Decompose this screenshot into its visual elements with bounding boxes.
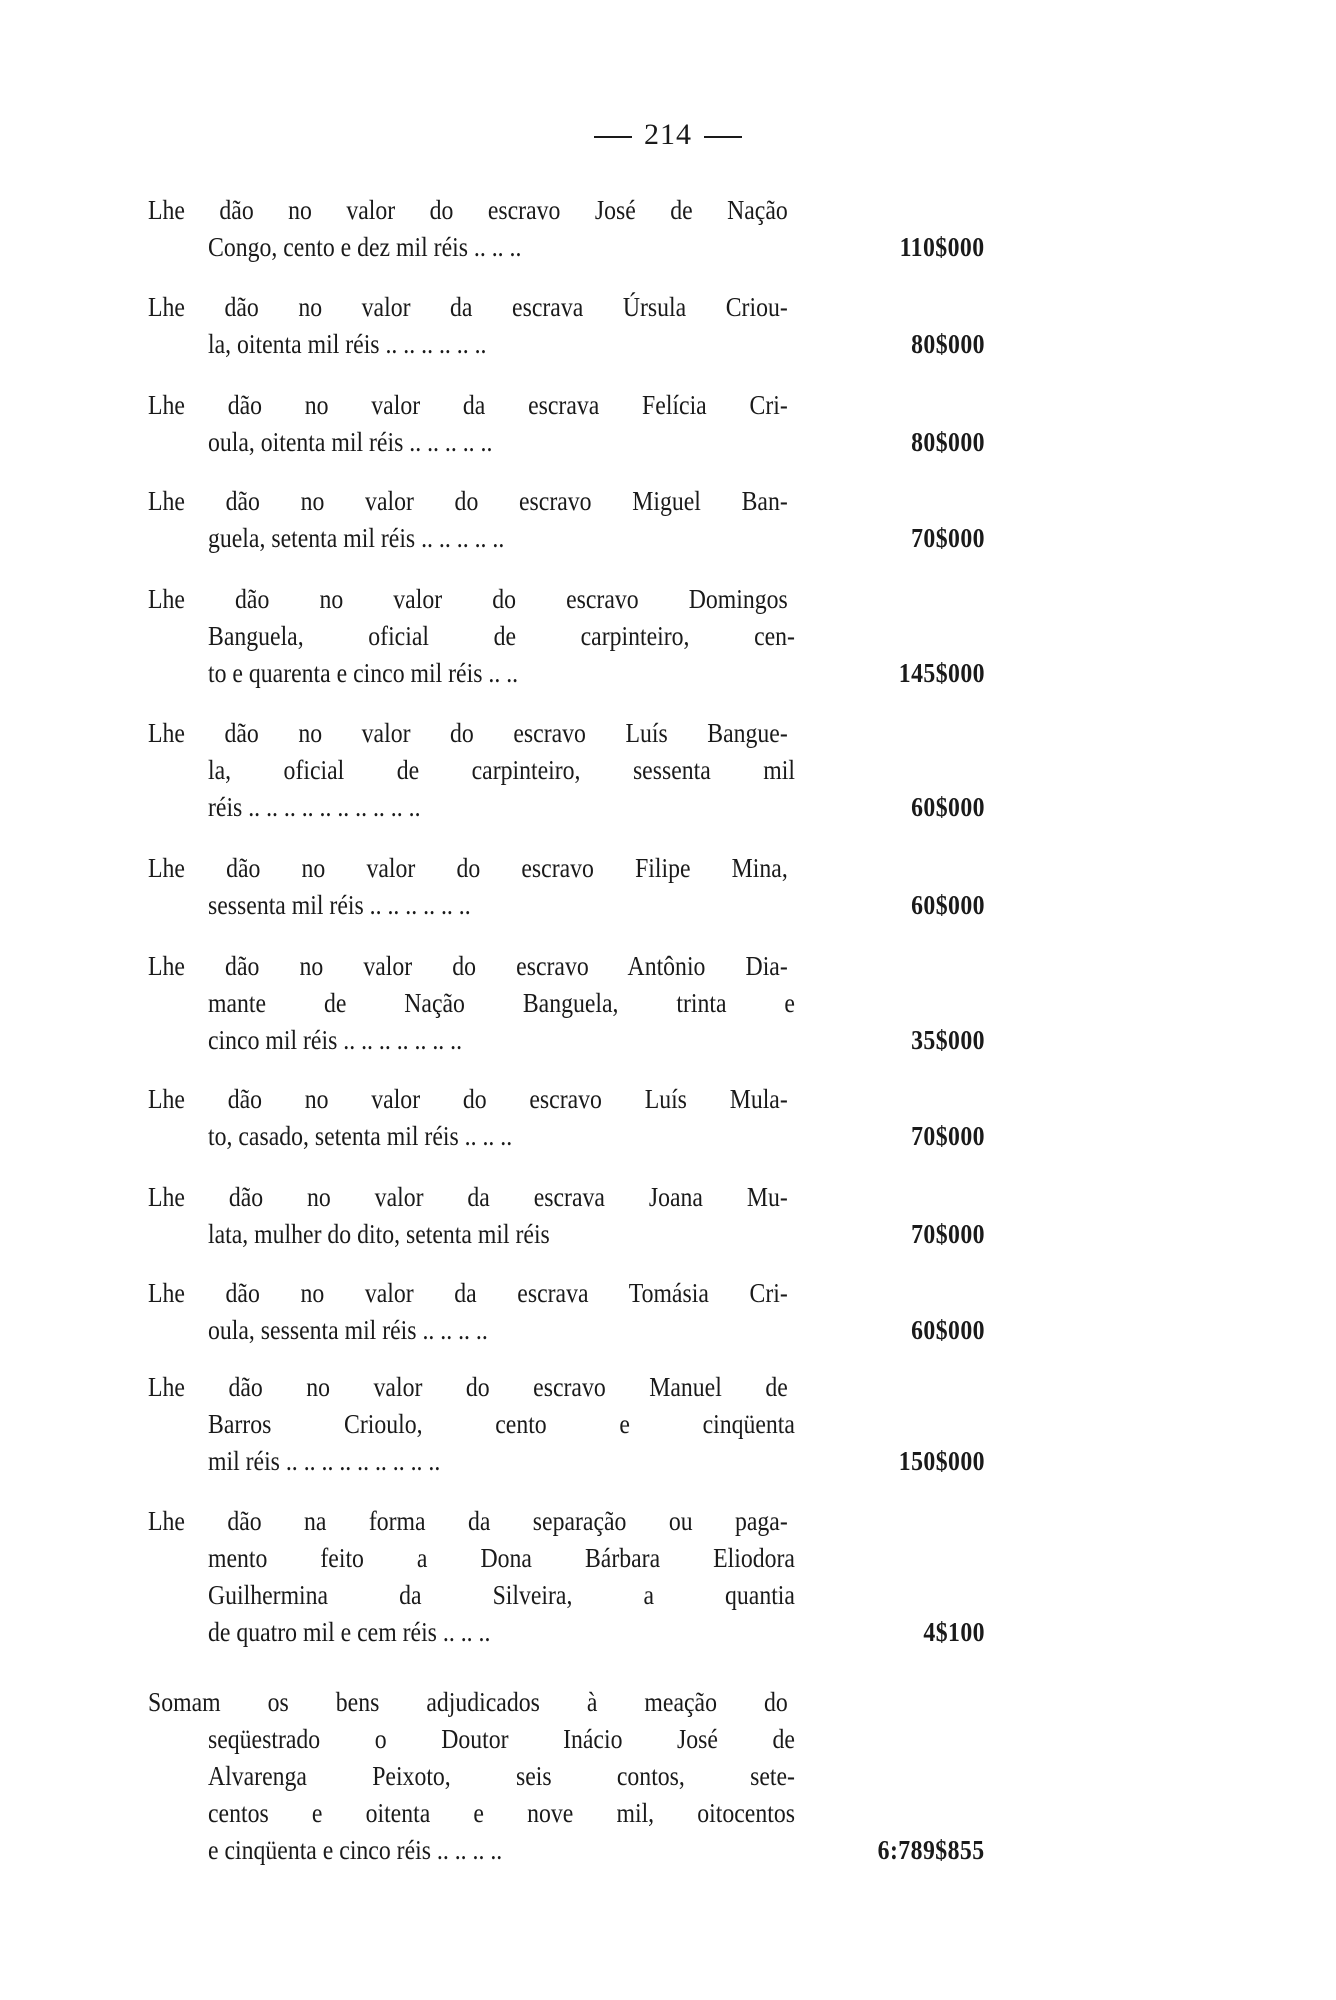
entry-amount: 150$000: [898, 1446, 985, 1476]
ledger-entry: [148, 1369, 998, 1480]
entry-amount: 80$000: [911, 427, 985, 457]
entry-text: guela, setenta mil réis .. .. .. .. ..: [208, 523, 505, 553]
entry-text: lata, mulher do dito, setenta mil réis: [208, 1219, 550, 1249]
entry-amount: 6:789$855: [877, 1835, 985, 1865]
entry-text: Lhe dão no valor do escravo José de Nação: [148, 195, 788, 225]
entry-text: Banguela, oficial de carpinteiro, cen-: [208, 621, 795, 651]
entry-text: Lhe dão no valor da escrava Úrsula Criou-: [148, 292, 788, 322]
entry-text: centos e oitenta e nove mil, oitocentos: [208, 1798, 795, 1828]
entry-line: [148, 1275, 896, 1312]
entry-text: Lhe dão no valor da escrava Felícia Cri-: [148, 390, 788, 420]
entry-text: Lhe dão no valor do escravo Manuel de: [148, 1372, 788, 1402]
entry-line: [208, 1614, 985, 1651]
entry-text: Lhe dão no valor do escravo Domingos: [148, 584, 788, 614]
entry-text: oula, oitenta mil réis .. .. .. .. ..: [208, 427, 493, 457]
entry-line: [208, 1118, 985, 1155]
entry-text: Alvarenga Peixoto, seis contos, sete-: [208, 1761, 795, 1791]
entry-line: [148, 850, 896, 887]
entry-text: mento feito a Dona Bárbara Eliodora: [208, 1543, 795, 1573]
entry-text: e cinqüenta e cinco réis .. .. .. ..: [208, 1835, 503, 1865]
ledger-entry: [148, 387, 998, 461]
entry-amount: 60$000: [911, 792, 985, 822]
ledger-entry: [148, 1275, 998, 1349]
ledger-entry: [148, 192, 998, 266]
entry-text: Lhe dão no valor do escravo Luís Bangue-: [148, 718, 788, 748]
entry-line: [208, 1216, 985, 1253]
entry-line: [148, 387, 896, 424]
entry-line: [208, 1832, 985, 1869]
entry-text: réis .. .. .. .. .. .. .. .. .. ..: [208, 792, 421, 822]
entry-line: [208, 655, 985, 692]
ledger-entry: [148, 1179, 998, 1253]
ledger-entry: [148, 715, 998, 826]
entry-line: [208, 1312, 985, 1349]
entry-line: [148, 1081, 896, 1118]
entry-amount: 35$000: [911, 1025, 985, 1055]
ledger-entry: [148, 483, 998, 557]
entry-text: la, oficial de carpinteiro, sessenta mil: [208, 755, 795, 785]
entry-text: Lhe dão na forma da separação ou paga-: [148, 1506, 788, 1536]
dash-right: [704, 136, 742, 138]
entry-text: Somam os bens adjudicados à meação do: [148, 1687, 788, 1717]
entry-line: [208, 1540, 903, 1577]
entry-line: [148, 1369, 896, 1406]
entry-amount: 70$000: [911, 1219, 985, 1249]
entry-text: Lhe dão no valor da escrava Tomásia Cri-: [148, 1278, 788, 1308]
entry-amount: 4$100: [923, 1617, 985, 1647]
entry-text: Lhe dão no valor da escrava Joana Mu-: [148, 1182, 788, 1212]
dash-left: [594, 136, 632, 138]
entry-text: Guilhermina da Silveira, a quantia: [208, 1580, 795, 1610]
entry-text: seqüestrado o Doutor Inácio José de: [208, 1724, 795, 1754]
entry-line: [208, 887, 985, 924]
entry-line: [208, 618, 903, 655]
entry-line: [148, 1684, 896, 1721]
entry-amount: 70$000: [911, 1121, 985, 1151]
ledger-entry: [148, 581, 998, 692]
page-number: [0, 118, 1336, 152]
entry-text: to, casado, setenta mil réis .. .. ..: [208, 1121, 513, 1151]
entry-text: mil réis .. .. .. .. .. .. .. .. ..: [208, 1446, 441, 1476]
entry-text: Lhe dão no valor do escravo Luís Mula-: [148, 1084, 788, 1114]
entry-amount: 60$000: [911, 1315, 985, 1345]
entry-amount: 145$000: [898, 658, 985, 688]
ledger-entry: [148, 1684, 998, 1869]
entry-line: [148, 581, 896, 618]
ledger-entry: [148, 850, 998, 924]
entry-line: [208, 789, 985, 826]
entry-line: [148, 192, 896, 229]
entry-line: [208, 229, 985, 266]
entry-line: [208, 1795, 903, 1832]
entry-line: [208, 520, 985, 557]
entry-text: Barros Crioulo, cento e cinqüenta: [208, 1409, 795, 1439]
ledger-entry: [148, 1081, 998, 1155]
entry-text: Lhe dão no valor do escravo Antônio Dia-: [148, 951, 788, 981]
ledger-entry: [148, 289, 998, 363]
entry-line: [208, 1022, 985, 1059]
entry-text: Lhe dão no valor do escravo Filipe Mina,: [148, 853, 788, 883]
entry-amount: 80$000: [911, 329, 985, 359]
entry-amount: 60$000: [911, 890, 985, 920]
entry-text: oula, sessenta mil réis .. .. .. ..: [208, 1315, 488, 1345]
entry-text: cinco mil réis .. .. .. .. .. .. ..: [208, 1025, 463, 1055]
entry-text: de quatro mil e cem réis .. .. ..: [208, 1617, 491, 1647]
entry-line: [208, 752, 903, 789]
entry-amount: 70$000: [911, 523, 985, 553]
page-number-text: 214: [644, 118, 692, 151]
ledger-entry: [148, 1503, 998, 1651]
entry-line: [208, 985, 903, 1022]
entry-line: [148, 715, 896, 752]
entry-line: [208, 1577, 903, 1614]
entry-text: sessenta mil réis .. .. .. .. .. ..: [208, 890, 471, 920]
entry-line: [148, 483, 896, 520]
entry-line: [208, 424, 985, 461]
entry-line: [148, 289, 896, 326]
entry-text: Lhe dão no valor do escravo Miguel Ban-: [148, 486, 788, 516]
entry-line: [208, 1758, 903, 1795]
entry-text: mante de Nação Banguela, trinta e: [208, 988, 795, 1018]
entry-line: [148, 1503, 896, 1540]
entry-line: [208, 1443, 985, 1480]
entry-text: Congo, cento e dez mil réis .. .. ..: [208, 232, 522, 262]
entry-text: to e quarenta e cinco mil réis .. ..: [208, 658, 519, 688]
entry-amount: 110$000: [899, 232, 985, 262]
entry-line: [148, 1179, 896, 1216]
entry-line: [208, 1406, 903, 1443]
ledger-entry: [148, 948, 998, 1059]
entry-line: [208, 1721, 903, 1758]
entry-text: la, oitenta mil réis .. .. .. .. .. ..: [208, 329, 487, 359]
entry-line: [148, 948, 896, 985]
entry-line: [208, 326, 985, 363]
